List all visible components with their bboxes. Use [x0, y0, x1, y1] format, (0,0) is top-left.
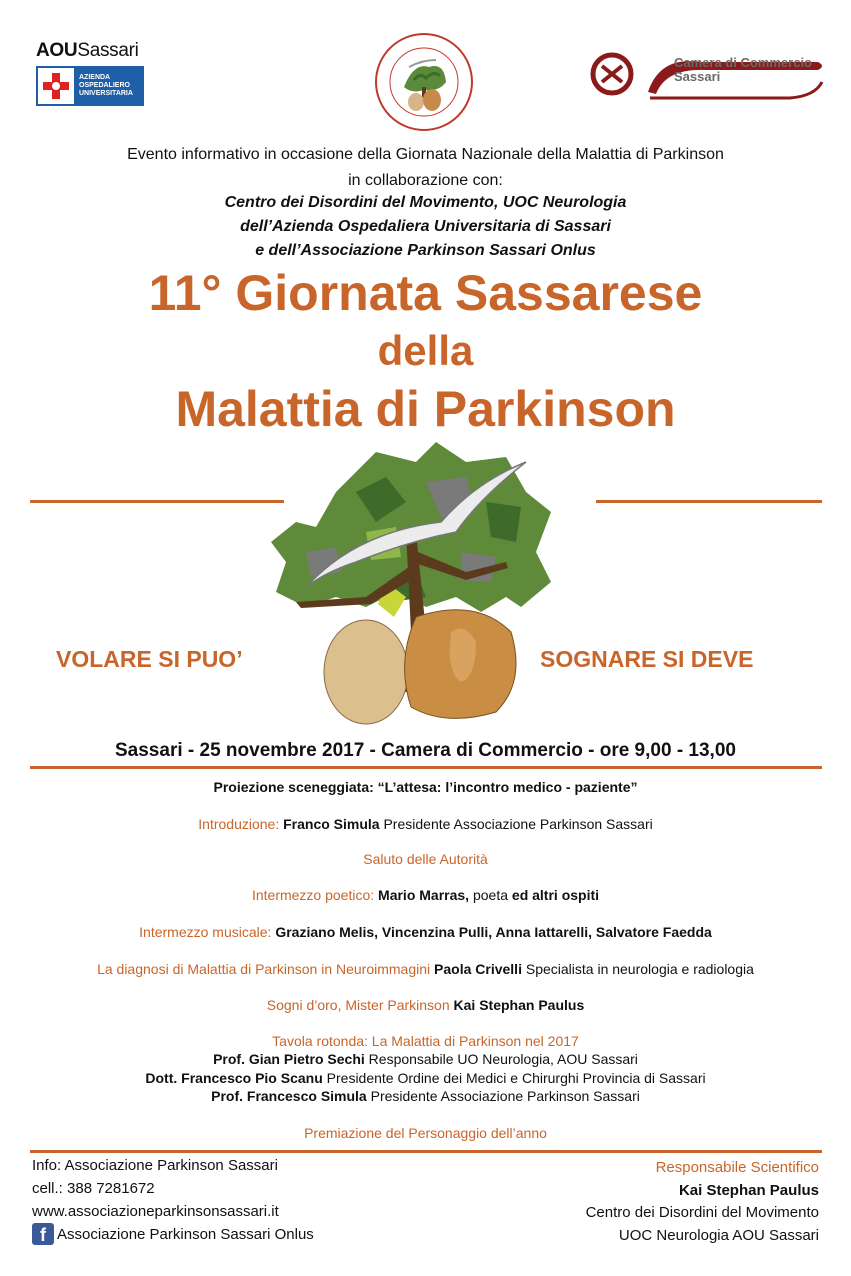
- program-introduzione: Introduzione: Franco Simula Presidente Associazione Parkinson Sassari: [198, 816, 653, 832]
- panel-member: Prof. Francesco Simula Presidente Associazione Parkinson Sassari: [211, 1088, 640, 1104]
- divider-event: [30, 766, 822, 769]
- intro-line3: Centro dei Disordini del Movimento, UOC Neurologia: [224, 194, 627, 211]
- footer-resp-name: Kai Stephan Paulus: [678, 1182, 819, 1199]
- footer-resp-line2: UOC Neurologia AOU Sassari: [618, 1227, 819, 1244]
- footer-resp-label: Responsabile Scientifico: [655, 1159, 819, 1176]
- cc-line1: Camera di Commercio: [674, 55, 812, 70]
- aou-logo-text: AOUSassari: [36, 40, 139, 61]
- program-tavola-rotonda: Tavola rotonda: La Malattia di Parkinson nel 2017: [272, 1033, 579, 1049]
- title-line3: Malattia di Parkinson: [175, 381, 676, 437]
- slogan-right: SOGNARE SI DEVE: [540, 646, 754, 672]
- title-line1: 11° Giornata Sassarese: [148, 265, 703, 321]
- cc-line2: Sassari: [674, 69, 721, 84]
- footer-resp-line1: Centro dei Disordini del Movimento: [585, 1204, 819, 1221]
- footer-website-link[interactable]: www.associazioneparkinsonsassari.it: [32, 1203, 279, 1220]
- intro-line1: Evento informativo in occasione della Giornata Nazionale della Malattia di Parkinson: [127, 146, 724, 163]
- facebook-icon: f: [32, 1223, 54, 1245]
- footer-facebook-link[interactable]: f Associazione Parkinson Sassari Onlus: [32, 1223, 314, 1245]
- intro-line5: e dell’Associazione Parkinson Sassari Onlus: [255, 242, 596, 259]
- camera-commercio-logo: [590, 48, 830, 104]
- intro-line2: in collaborazione con:: [348, 172, 503, 189]
- aou-badge: AZIENDA OSPEDALIERO UNIVERSITARIA: [36, 66, 144, 106]
- program-sogni: Sogni d’oro, Mister Parkinson Kai Stephan Paulus: [266, 997, 585, 1013]
- aou-sassari-logo: [36, 40, 146, 106]
- program-intermezzo-musicale: Intermezzo musicale: Graziano Melis, Vincenzina Pulli, Anna Iattarelli, Salvatore Faedda: [139, 924, 712, 940]
- program-diagnosi: La diagnosi di Malattia di Parkinson in Neuroimmagini Paola Crivelli Specialista in neurologia e radiologia: [97, 961, 754, 977]
- associazione-parkinson-logo: [374, 32, 474, 132]
- title-line2: della: [377, 327, 474, 374]
- program-saluto: Saluto delle Autorità: [363, 851, 488, 867]
- program-intermezzo-poetico: Intermezzo poetico: Mario Marras, poeta ed altri ospiti: [251, 887, 600, 903]
- slogan-left: VOLARE SI PUO’: [56, 646, 243, 672]
- program-projection: Proiezione sceneggiata: “L’attesa: l’incontro medico - paziente”: [213, 779, 638, 795]
- tree-illustration: [266, 432, 556, 732]
- cross-icon: [38, 68, 74, 104]
- event-date-line: Sassari - 25 novembre 2017 - Camera di Commercio - ore 9,00 - 13,00: [115, 740, 736, 761]
- program-premiazione: Premiazione del Personaggio dell’anno: [304, 1125, 547, 1141]
- divider-right: [596, 500, 822, 503]
- divider-left: [30, 500, 284, 503]
- panel-member: Dott. Francesco Pio Scanu Presidente Ordine dei Medici e Chirurghi Provincia di Sassari: [145, 1070, 706, 1086]
- footer-cell: cell.: 388 7281672: [32, 1180, 155, 1197]
- panel-member: Prof. Gian Pietro Sechi Responsabile UO Neurologia, AOU Sassari: [213, 1051, 638, 1067]
- intro-line4: dell’Azienda Ospedaliera Universitaria di Sassari: [240, 218, 611, 235]
- divider-footer: [30, 1150, 822, 1153]
- footer-info: Info: Associazione Parkinson Sassari: [32, 1157, 278, 1174]
